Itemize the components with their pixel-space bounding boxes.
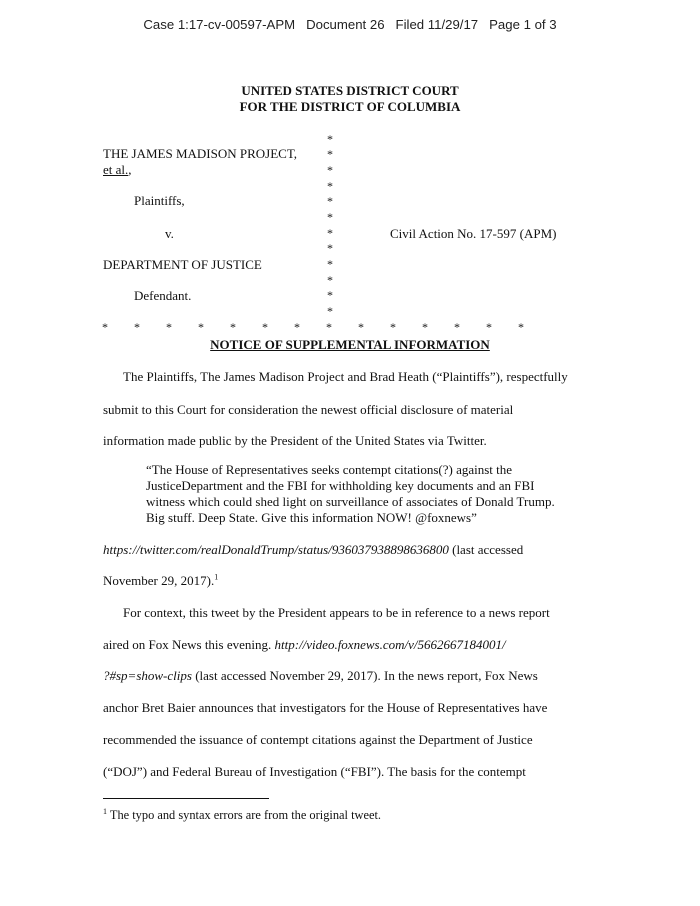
plaintiff-name: THE JAMES MADISON PROJECT, [103,146,298,161]
row-star: * [326,320,332,334]
foxnews-url-link-cont[interactable]: ?#sp=show-clips [103,668,192,683]
caption-star: * [327,132,333,146]
body-paragraph-1-line-2: submit to this Court for consideration the newest official disclosure of material [103,402,514,417]
caption-star: * [327,210,333,224]
row-star: * [486,320,492,334]
body-paragraph-2-line-2 [103,637,506,653]
document-title: NOTICE OF SUPPLEMENTAL INFORMATION [210,337,490,352]
caption-star: * [327,257,333,271]
footnote [103,808,381,823]
footnote-mark: 1 [103,806,107,816]
caption-star: * [327,273,333,287]
row-star: * [454,320,460,334]
caption-star: * [327,304,333,318]
versus: v. [165,226,174,241]
body-paragraph-1-line-1: The Plaintiffs, The James Madison Project and Brad Heath (“Plaintiffs”), respectfully [123,369,568,384]
civil-action-number: Civil Action No. 17-597 (APM) [390,226,557,241]
quote-line: JusticeDepartment and the FBI for withholding key documents and an FBI [146,478,535,493]
quote-line: Big stuff. Deep State. Give this information NOW! @foxnews” [146,510,477,525]
plaintiffs-label: Plaintiffs, [134,193,185,208]
p2-l2-text: aired on Fox News this evening. [103,637,275,652]
caption-star: * [327,226,333,240]
body-paragraph-2-line-6: (“DOJ”) and Federal Bureau of Investigation (“FBI”). The basis for the contempt [103,764,526,779]
tweet-url-link[interactable]: https://twitter.com/realDonaldTrump/status/936037938898636800 [103,542,449,557]
court-name-line-1: UNITED STATES DISTRICT COURT [241,83,459,98]
etal-text: et al. [103,162,129,177]
row-star: * [166,320,172,334]
row-star: * [390,320,396,334]
defendant-name: DEPARTMENT OF JUSTICE [103,257,262,272]
citation-accessed: (last accessed [448,542,524,557]
body-paragraph-1-line-3: information made public by the President of the United States via Twitter. [103,433,487,448]
defendant-label: Defendant. [134,288,192,303]
caption-star: * [327,241,333,255]
citation-date [103,573,218,589]
row-star: * [358,320,364,334]
quote-line: “The House of Representatives seeks contempt citations(?) against the [146,462,513,477]
caption-star: * [327,194,333,208]
row-star: * [198,320,204,334]
caption-star: * [327,179,333,193]
body-paragraph-2-line-1: For context, this tweet by the President appears to be in reference to a news report [123,605,550,620]
tweet-block-quote [146,462,566,526]
case-header: Case 1:17-cv-00597-APM Document 26 Filed 11/29/17 Page 1 of 3 [143,17,557,32]
row-star: * [230,320,236,334]
p2-l3-text: (last accessed November 29, 2017). In the news report, Fox News [191,668,538,683]
row-star: * [518,320,524,334]
footnote-text: The typo and syntax errors are from the original tweet. [107,808,381,822]
etal-comma: , [128,162,132,177]
plaintiff-etal [103,162,132,178]
body-paragraph-2-line-4: anchor Bret Baier announces that investigators for the House of Representatives have [103,700,548,715]
caption-star: * [327,288,333,302]
court-name-line-2: FOR THE DISTRICT OF COLUMBIA [239,99,461,114]
caption-star: * [327,163,333,177]
row-star: * [262,320,268,334]
footnote-divider [103,798,269,799]
footnote-ref: 1 [214,572,219,582]
row-star: * [294,320,300,334]
body-paragraph-2-line-3 [103,668,538,684]
quote-line: witness which could shed light on surveillance of associates of Donald Trump. [146,494,555,509]
row-star: * [134,320,140,334]
body-paragraph-2-line-5: recommended the issuance of contempt citations against the Department of Justice [103,732,533,747]
row-star: * [422,320,428,334]
citation-date-text: November 29, 2017). [103,573,215,588]
foxnews-url-link[interactable]: http://video.foxnews.com/v/5662667184001/ [274,637,506,652]
row-star: * [102,320,108,334]
caption-star: * [327,147,333,161]
tweet-citation [103,542,523,558]
